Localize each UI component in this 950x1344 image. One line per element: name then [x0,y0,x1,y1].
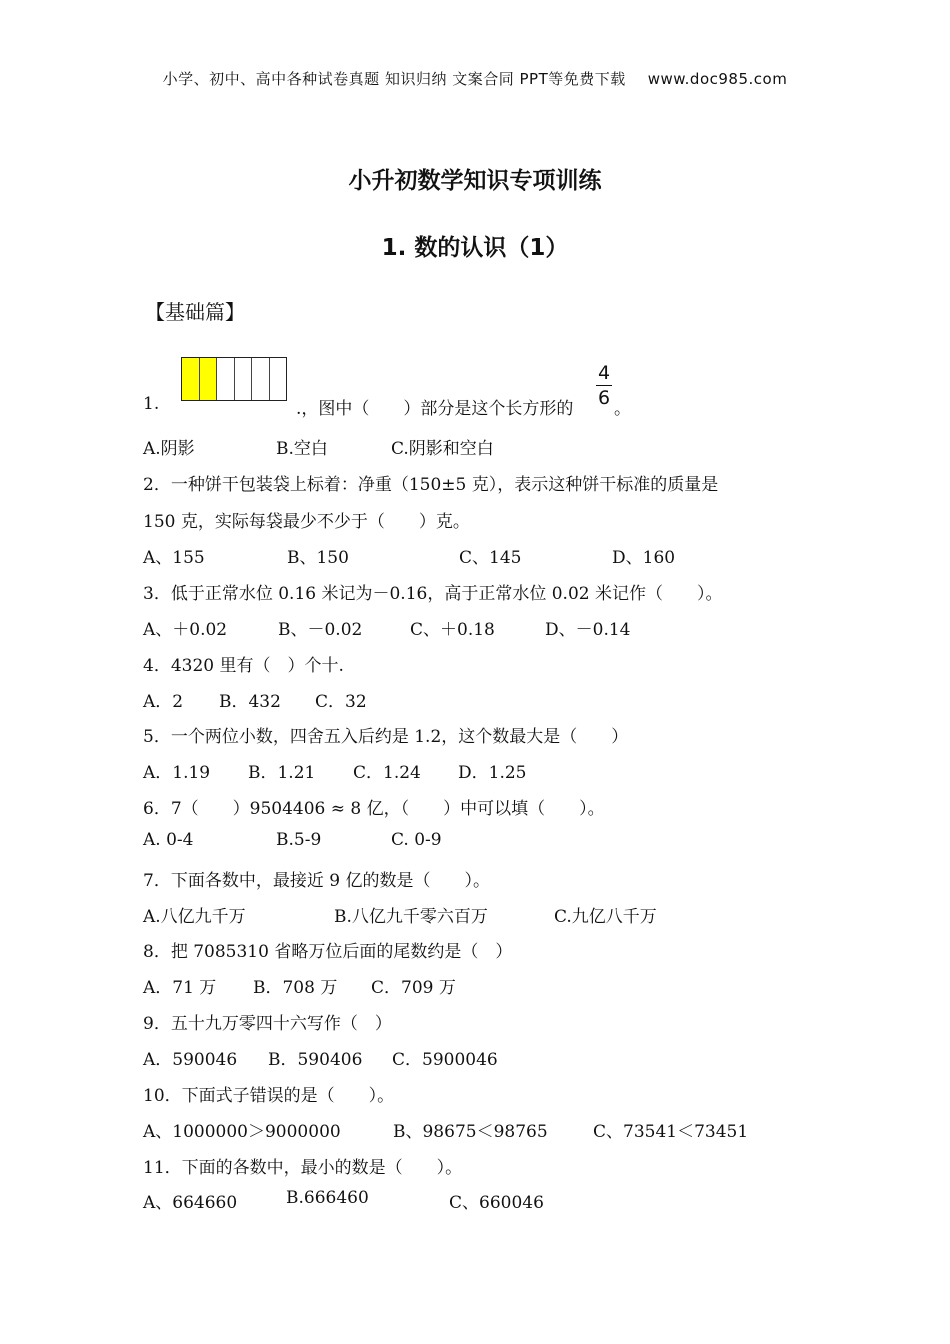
q3-option-b: B、－0.02 [278,620,363,640]
q7-option-a: A.八亿九千万 [143,907,246,927]
figure-cell-blank [217,358,235,400]
rectangle-figure [181,357,287,401]
q3-option-c: C、＋0.18 [410,620,495,640]
page-subtitle: 1. 数的认识（1） [381,235,569,261]
q10-option-a: A、1000000＞9000000 [143,1122,341,1142]
question-1-text: .，图中（ ）部分是这个长方形的 [296,399,574,419]
question-2-line2: 150 克，实际每袋最少不少于（ ）克。 [143,512,470,532]
question-1-number: 1. [143,394,160,414]
fraction [596,362,612,409]
q11-option-a: A、664660 [143,1193,238,1213]
q9-option-c: C．5900046 [392,1050,498,1070]
q1-option-c: C.阴影和空白 [391,439,494,459]
question-1-tail: 。 [614,399,631,419]
figure-cell-shaded [200,358,218,400]
figure-cell-blank [252,358,270,400]
q2-option-c: C、145 [459,548,522,568]
q5-option-d: D．1.25 [458,763,527,783]
fraction-denominator: 6 [597,387,611,409]
question-1 [143,394,159,414]
question-10: 10．下面式子错误的是（ ）。 [143,1086,395,1106]
q6-option-a: A. 0-4 [143,830,194,850]
q5-option-a: A．1.19 [143,763,211,783]
q3-option-d: D、－0.14 [545,620,631,640]
q10-option-c: C、73541＜73451 [593,1122,749,1142]
question-7: 7．下面各数中，最接近 9 亿的数是（ ）。 [143,871,490,891]
q11-option-c: C、660046 [449,1193,544,1213]
question-11: 11．下面的各数中，最小的数是（ ）。 [143,1158,463,1178]
section-heading: 【基础篇】 [145,300,245,324]
q7-option-c: C.九亿八千万 [554,907,657,927]
q9-option-b: B．590406 [268,1050,363,1070]
q4-option-a: A．2 [143,692,184,712]
q5-option-c: C．1.24 [353,763,421,783]
q8-option-b: B．708 万 [253,978,338,998]
q9-option-a: A．590046 [143,1050,238,1070]
figure-cell-blank [270,358,287,400]
question-5: 5．一个两位小数，四舍五入后约是 1.2，这个数最大是（ ） [143,727,629,747]
q2-option-a: A、155 [143,548,205,568]
q6-option-c: C. 0-9 [391,830,442,850]
q6-option-b: B.5-9 [276,830,322,850]
q11-option-b: B.666460 [286,1188,369,1208]
page-header [0,68,950,89]
question-4: 4．4320 里有（ ）个十. [143,656,344,676]
fraction-bar [596,385,612,386]
fraction-numerator: 4 [597,362,611,384]
question-3: 3．低于正常水位 0.16 米记为－0.16，高于正常水位 0.02 米记作（ ）。 [143,584,723,604]
header-url: www.doc985.com [647,70,788,88]
q8-option-a: A．71 万 [143,978,217,998]
q1-option-b: B.空白 [276,439,328,459]
page-title: 小升初数学知识专项训练 [348,168,602,194]
q8-option-c: C．709 万 [371,978,456,998]
question-2-line1: 2．一种饼干包装袋上标着：净重（150±5 克），表示这种饼干标准的质量是 [143,475,719,495]
question-6: 6．7（ ）9504406 ≈ 8 亿，（ ）中可以填（ ）。 [143,799,605,819]
q2-option-d: D、160 [612,548,676,568]
figure-cell-blank [235,358,253,400]
question-8: 8．把 7085310 省略万位后面的尾数约是（ ） [143,942,513,962]
q4-option-c: C．32 [315,692,367,712]
header-text: 小学、初中、高中各种试卷真题 知识归纳 文案合同 PPT等免费下载 [162,70,626,88]
q7-option-b: B.八亿九千零六百万 [334,907,488,927]
question-9: 9．五十九万零四十六写作（ ） [143,1014,392,1034]
q5-option-b: B．1.21 [248,763,316,783]
q10-option-b: B、98675＜98765 [393,1122,548,1142]
q2-option-b: B、150 [287,548,349,568]
figure-cell-shaded [182,358,200,400]
q3-option-a: A、＋0.02 [143,620,228,640]
q4-option-b: B．432 [219,692,281,712]
q1-option-a: A.阴影 [143,439,195,459]
